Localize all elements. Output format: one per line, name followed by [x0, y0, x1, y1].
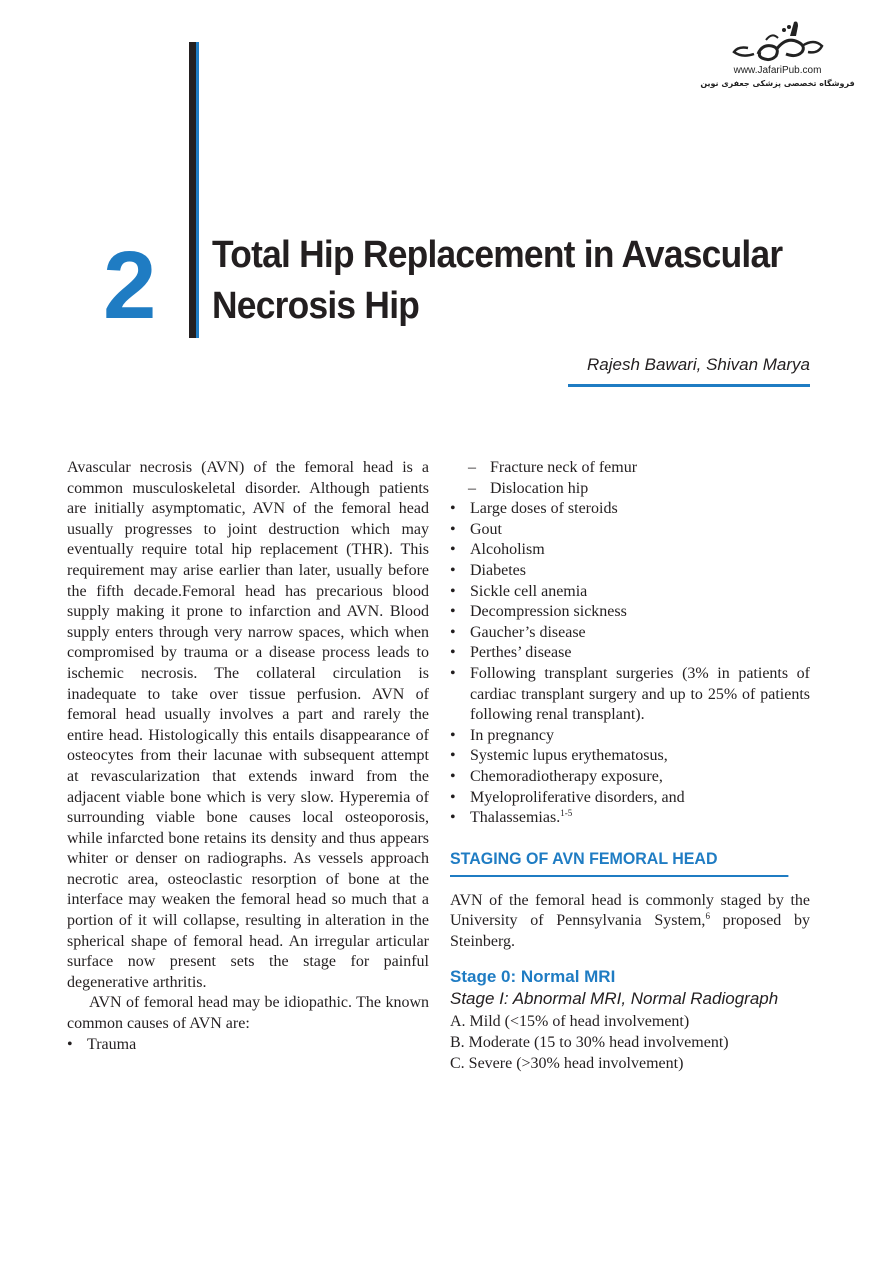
left-column	[67, 458, 429, 1055]
list-item	[450, 520, 810, 541]
bullet-glyph: •	[450, 726, 456, 744]
bullet-glyph: •	[450, 520, 456, 538]
chapter-title-line-1: Total Hip Replacement in Avascular	[212, 234, 783, 276]
list-item	[450, 499, 810, 520]
list-item	[450, 602, 810, 623]
list-item	[450, 726, 810, 747]
bullet-glyph: •	[450, 582, 456, 600]
list-item-text: Sickle cell anemia	[470, 582, 588, 600]
list-item	[450, 623, 810, 644]
intro-paragraph: Avascular necrosis (AVN) of the femoral head is a common musculoskeletal disorder. Although patients are initially asymptomatic, AVN of the femoral head usually progresses to joint destruction which may eventually require total hip replacement (THR). This requirement may arise earlier than later, usually before the fifth decade.Femoral head has precarious blood supply making it prone to infarction and AVN. Blood supply enters through very narrow spaces, which when compromised by trauma or a disease process leads to ischemic necrosis. The collateral circulation is inadequate to take over tissue perfusion. AVN of femoral head usually involves a part and rarely the entire head. Histologically this entails disappearance of osteocytes from their lacunae with subsequent attempt at revascularization that extends inward from the adjacent viable bone which is very slow. Hyperemia of surrounding viable bone causes local osteoporosis, while infarcted bone retains its density and thus appears whiter or denser on radiographs. As vessels approach necrotic area, osteoclastic resorption of bone at the interface may weaken the femoral head so much that a portion of it will collapse, resulting in alteration in the spherical shape of femoral head. An irregular articular surface now present sets the stage for painful degenerative arthritis.	[67, 459, 429, 991]
list-item-text: Myeloproliferative disorders, and	[470, 788, 685, 806]
list-item-text: Trauma	[87, 1035, 137, 1053]
bullet-glyph: •	[67, 1035, 73, 1053]
staging-text-a: AVN of the femoral head is commonly staged by the University of Pennsylvania System,	[450, 891, 810, 930]
chapter-title	[212, 230, 789, 332]
list-item-text: Perthes’ disease	[470, 644, 572, 662]
dash-glyph: –	[468, 479, 476, 497]
trauma-sub-list	[450, 458, 810, 499]
sub-list-item-text: Fracture neck of femur	[490, 459, 638, 476]
bullet-glyph: •	[450, 561, 456, 579]
publisher-logo-mark	[728, 18, 828, 64]
chapter-number: 2	[103, 232, 157, 339]
chapter-divider-bar	[189, 42, 196, 338]
stage-0-heading: Stage 0: Normal MRI	[450, 967, 616, 987]
reference-superscript: 6	[705, 911, 710, 922]
list-item	[450, 788, 810, 809]
publisher-store-name: فروشگاه تخصصی پزشکی جعفری نوین	[700, 79, 855, 88]
list-item-text: Thalassemias.	[470, 809, 561, 827]
causes-intro-paragraph: AVN of femoral head may be idiopathic. The known common causes of AVN are:	[67, 994, 429, 1033]
bullet-glyph: •	[450, 500, 456, 518]
publisher-logo	[700, 18, 855, 108]
list-item-text: Diabetes	[470, 561, 526, 579]
bullet-glyph: •	[450, 603, 456, 621]
staging-text-b: proposed by Steinberg.	[450, 912, 811, 950]
right-column	[450, 458, 810, 1074]
staging-paragraph	[450, 891, 810, 953]
bullet-glyph: •	[450, 644, 456, 662]
sub-list-item-text: Dislocation hip	[490, 479, 589, 497]
stage-1-list	[450, 1012, 810, 1074]
list-item-text: Gaucher’s disease	[470, 623, 586, 641]
stage-1-item: A. Mild (<15% of head involvement)	[450, 1013, 690, 1031]
bullet-glyph: •	[450, 623, 456, 641]
bullet-glyph: •	[450, 767, 456, 785]
list-item	[450, 643, 810, 664]
sub-list-item	[450, 479, 810, 500]
authors-underline	[568, 384, 810, 387]
bullet-glyph: •	[450, 809, 456, 827]
list-item-text: Systemic lupus erythematosus,	[470, 747, 668, 765]
bullet-glyph: •	[450, 788, 456, 806]
list-item	[450, 664, 810, 726]
list-item	[450, 582, 810, 603]
stage-1-item: C. Severe (>30% head involvement)	[450, 1054, 684, 1072]
list-item	[450, 746, 810, 767]
list-item	[450, 540, 810, 561]
causes-list-start	[67, 1035, 429, 1056]
list-item-text: Following transplant surgeries (3% in patients of cardiac transplant surgery and up to 25% of patients following renal transplant).	[470, 664, 810, 724]
list-item-text: Chemoradiotherapy exposure,	[470, 767, 663, 785]
chapter-divider-accent	[196, 42, 199, 338]
list-item-text: Gout	[470, 520, 502, 538]
bullet-glyph: •	[450, 747, 456, 765]
chapter-authors: Rajesh Bawari, Shivan Marya	[587, 355, 810, 374]
section-heading-staging: STAGING OF AVN FEMORAL HEAD	[450, 848, 788, 877]
dash-glyph: –	[468, 459, 476, 476]
list-item	[67, 1035, 429, 1056]
list-item-text: Large doses of steroids	[470, 500, 618, 518]
list-item-text: Alcoholism	[470, 541, 545, 559]
publisher-url: www.JafariPub.com	[733, 65, 822, 76]
causes-list	[450, 499, 810, 829]
bullet-glyph: •	[450, 541, 456, 559]
list-item	[450, 808, 810, 829]
stage-1-item: B. Moderate (15 to 30% head involvement)	[450, 1034, 729, 1052]
bullet-glyph: •	[450, 664, 456, 682]
sub-list-item	[450, 458, 810, 479]
list-item	[450, 767, 810, 788]
list-item	[450, 561, 810, 582]
reference-superscript: 1-5	[560, 808, 573, 819]
list-item-text: In pregnancy	[470, 726, 554, 744]
stage-1-heading: Stage I: Abnormal MRI, Normal Radiograph	[450, 989, 779, 1009]
list-item-text: Decompression sickness	[470, 603, 627, 621]
chapter-title-line-2: Necrosis Hip	[212, 285, 420, 327]
